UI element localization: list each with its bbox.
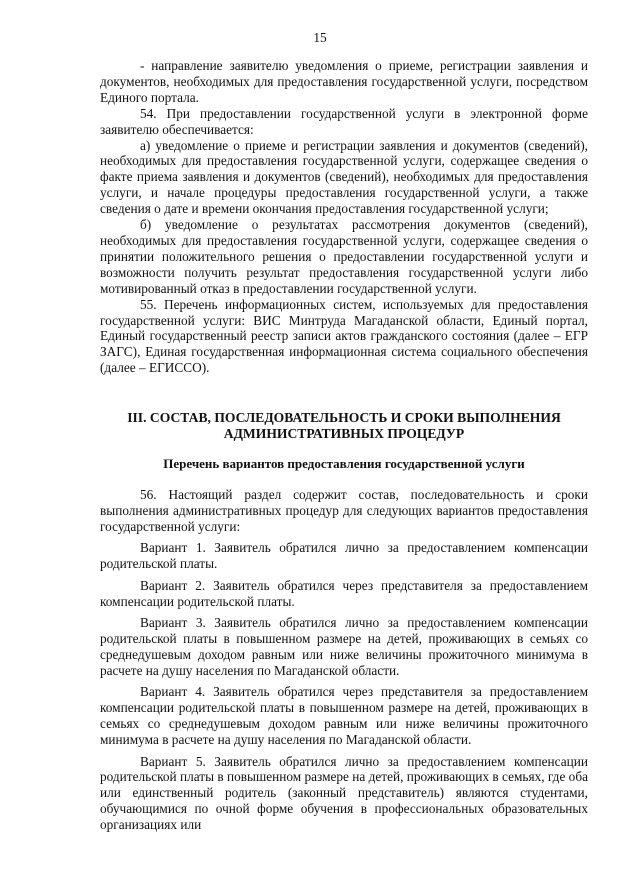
subheading: Перечень вариантов предоставления государственной услуги: [163, 456, 525, 471]
paragraph-54b: б) уведомление о результатах рассмотрения документов (сведений), необходимых для предоставления государственной услуги, содержащее сведения о принятии положительного решения о предоставлении государственной услуги и возможности получить результат предоставления государственной услуги либо мотивированный отказ в предоставлении государственной услуги.: [100, 217, 588, 296]
paragraph-55: 55. Перечень информационных систем, используемых для предоставления государственной услуги: ВИС Минтруда Магаданской области, Единый портал, Единый государственный реестр записи актов гражданского состояния (далее – ЕГР ЗАГС), Единая государственная информационная система социального обеспечения (далее – ЕГИССО).: [100, 296, 588, 376]
variant-3: Вариант 3. Заявитель обратился лично за предоставлением компенсации родительской платы в повышенном размере на детей, проживающих в семьях со среднедушевым доходом равным или ниже величины прожиточного минимума в расчете на душу населения по Магаданской области.: [100, 615, 588, 678]
variant-5: Вариант 5. Заявитель обратился лично за предоставлением компенсации родительской платы в повышенном размере на детей, проживающих в семьях, где оба или единственный родитель (законный представитель) являются студентами, обучающимися по очной форме обучения в профессиональных образовательных организациях или: [100, 753, 588, 833]
bottom-text-block: [100, 487, 588, 839]
variant-2: Вариант 2. Заявитель обратился через представителя за предоставлением компенсации родительской платы.: [100, 577, 588, 609]
page-number: 15: [313, 30, 327, 45]
section-heading: III. СОСТАВ, ПОСЛЕДОВАТЕЛЬНОСТЬ И СРОКИ ВЫПОЛНЕНИЯ АДМИНИСТРАТИВНЫХ ПРОЦЕДУР: [127, 410, 561, 441]
variant-1: Вариант 1. Заявитель обратился лично за предоставлением компенсации родительской платы.: [100, 540, 588, 572]
paragraph-54a: а) уведомление о приеме и регистрации заявления и документов (сведений), необходимых для предоставления государственной услуги, содержащее сведения о факте приема заявления и документов (сведений), необходимых для предоставления услуги, и начале процедуры предоставления государственной услуги, а также сведения о дате и времени окончания предоставления государственной услуги;: [100, 137, 588, 217]
top-text-block: [100, 58, 588, 376]
paragraph-54: 54. При предоставлении государственной услуги в электронной форме заявителю обеспечивается:: [100, 105, 588, 137]
variant-4: Вариант 4. Заявитель обратился через представителя за предоставлением компенсации родительской платы в повышенном размере на детей, проживающих в семьях со среднедушевым доходом равным или ниже величины прожиточного минимума в расчете на душу населения по Магаданской области.: [100, 684, 588, 748]
paragraph-portal-notice: - направление заявителю уведомления о приеме, регистрации заявления и документов, необходимых для предоставления государственной услуги, посредством Единого портала.: [100, 58, 588, 105]
paragraph-56: 56. Настоящий раздел содержит состав, последовательность и сроки выполнения административных процедур для следующих вариантов предоставления государственной услуги:: [100, 487, 588, 534]
